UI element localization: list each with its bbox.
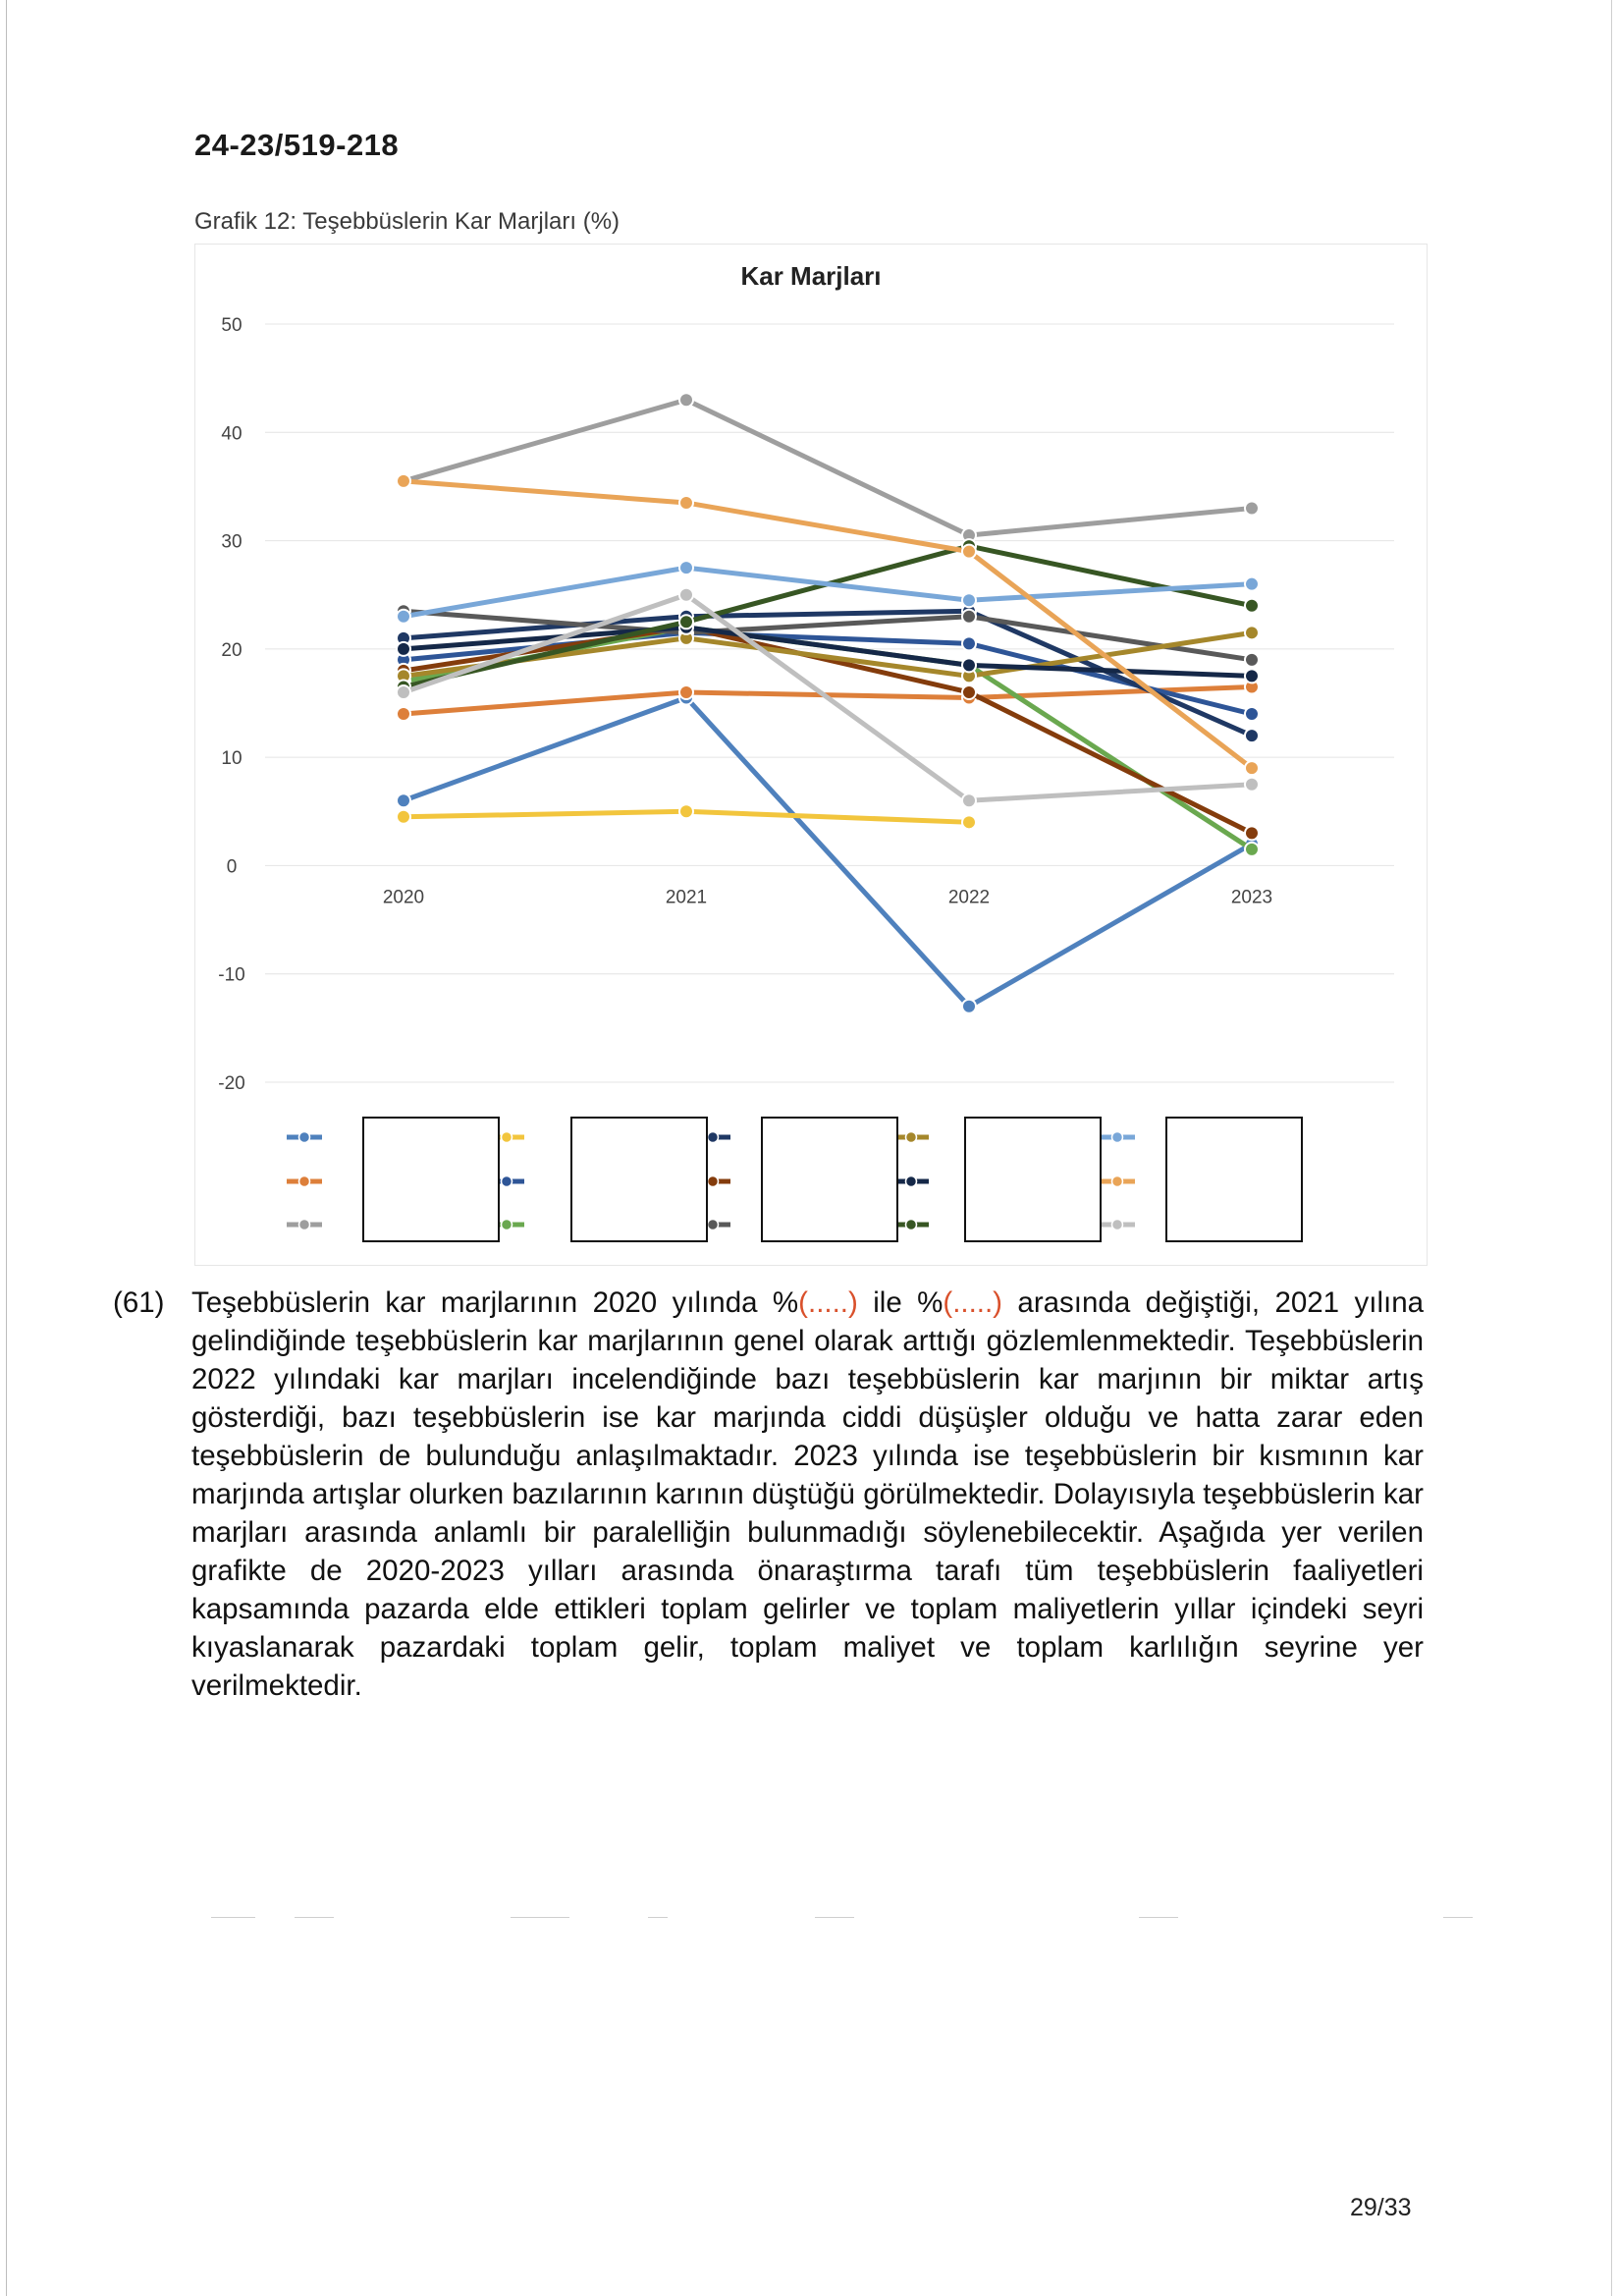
legend-marker	[299, 1220, 310, 1230]
data-point	[962, 658, 976, 672]
y-tick-label: 30	[221, 531, 243, 553]
data-point	[1245, 501, 1259, 515]
chart-frame	[195, 245, 1428, 1266]
footer-rule	[1139, 1917, 1178, 1918]
legend-marker	[502, 1220, 512, 1230]
y-tick-label: -10	[218, 964, 245, 986]
legend-marker	[299, 1132, 310, 1143]
legend-redaction-box	[762, 1118, 897, 1241]
y-tick-label: 40	[221, 423, 243, 445]
legend-marker	[502, 1132, 512, 1143]
paragraph-body	[191, 1284, 1424, 1705]
page-edge-right	[1611, 0, 1612, 2296]
data-point	[1245, 707, 1259, 721]
footer-rule	[815, 1917, 854, 1918]
y-tick-label: 0	[226, 856, 238, 878]
x-tick-label: 2022	[947, 887, 991, 908]
chart-title: Kar Marjları	[740, 261, 882, 291]
data-point	[1245, 577, 1259, 591]
data-point	[1245, 843, 1259, 856]
data-point	[962, 610, 976, 624]
legend-redaction-box	[571, 1118, 707, 1241]
data-point	[962, 545, 976, 559]
page-number: 29/33	[1350, 2194, 1412, 2221]
data-point	[1245, 761, 1259, 775]
y-tick-label: 50	[221, 315, 243, 336]
data-point	[397, 610, 410, 624]
y-tick-label: -20	[218, 1073, 245, 1094]
data-point	[1245, 599, 1259, 613]
page-edge-left	[6, 0, 7, 2296]
data-point	[679, 685, 693, 699]
data-point	[962, 1000, 976, 1013]
legend-redaction-box	[965, 1118, 1101, 1241]
legend-redaction-box	[1166, 1118, 1302, 1241]
redacted-max-value: (.....)	[943, 1286, 1003, 1319]
paragraph-text-between: ile %	[857, 1286, 944, 1319]
data-point	[397, 793, 410, 807]
data-point	[679, 496, 693, 510]
data-point	[1245, 626, 1259, 639]
paragraph-61	[113, 1284, 1425, 1705]
data-point	[962, 685, 976, 699]
footer-rule	[211, 1917, 255, 1918]
x-tick-label: 2023	[1230, 887, 1273, 908]
paragraph-text-start: Teşebbüslerin kar marjlarının 2020 yılında %	[191, 1286, 799, 1319]
data-point	[397, 642, 410, 656]
kar-marjlari-chart	[194, 244, 1428, 1271]
legend-marker	[502, 1176, 512, 1187]
data-point	[679, 615, 693, 629]
y-tick-label: 10	[221, 748, 243, 770]
data-point	[679, 804, 693, 818]
footer-rule	[295, 1917, 334, 1918]
x-tick-label: 2021	[665, 887, 708, 908]
data-point	[962, 815, 976, 829]
legend-marker	[299, 1176, 310, 1187]
y-tick-label: 20	[221, 639, 243, 661]
legend-marker	[708, 1176, 719, 1187]
footer-rule	[1443, 1917, 1473, 1918]
data-point	[962, 636, 976, 650]
footer-rule	[511, 1917, 569, 1918]
data-point	[679, 561, 693, 574]
data-point	[962, 593, 976, 607]
legend-marker	[1112, 1220, 1123, 1230]
chart-caption: Grafik 12: Teşebbüslerin Kar Marjları (%)	[194, 208, 620, 235]
data-point	[397, 474, 410, 488]
legend-marker	[906, 1132, 917, 1143]
data-point	[1245, 653, 1259, 667]
data-point	[679, 393, 693, 407]
data-point	[679, 588, 693, 602]
data-point	[397, 707, 410, 721]
legend-redaction-box	[363, 1118, 499, 1241]
legend-marker	[906, 1220, 917, 1230]
legend-marker	[708, 1220, 719, 1230]
data-point	[397, 810, 410, 824]
paragraph-number: (61)	[113, 1286, 165, 1319]
legend-marker	[708, 1132, 719, 1143]
data-point	[397, 685, 410, 699]
x-tick-label: 2020	[382, 887, 425, 908]
data-point	[962, 793, 976, 807]
document-id: 24-23/519-218	[194, 128, 400, 162]
redacted-min-value: (.....)	[798, 1286, 858, 1319]
data-point	[1245, 729, 1259, 742]
paragraph-text-rest: arasında değiştiği, 2021 yılına gelindiğinde teşebbüslerin kar marjlarının genel olarak arttığı gözlemlenmektedir. Teşebbüslerin 2022 yılındaki kar marjları incelendiğinde bazı teşebbüslerin kar marjının bir miktar artış gösterdiği, bazı teşebbüslerin ise kar marjında ciddi düşüşler olduğu ve hatta zarar eden teşebbüslerin de bulunduğu anlaşılmaktadır. 2023 yılında ise teşebbüslerin bir kısmının kar marjında artışlar olurken bazılarının karının düştüğü görülmektedir. Dolayısıyla teşebbüslerin kar marjları arasında anlamlı bir paralelliğin bulunmadığı söylenebilecektir. Aşağıda yer verilen grafikte de 2020-2023 yılları arasında önaraştırma tarafı tüm teşebbüslerin faaliyetleri kapsamında pazarda elde ettikleri toplam gelirler ve toplam maliyetlerin yıllar içindeki seyri kıyaslanarak pazardaki toplam gelir, toplam maliyet ve toplam karlılığın seyrine yer verilmektedir.	[191, 1286, 1425, 1702]
legend-marker	[906, 1176, 917, 1187]
footer-rule	[648, 1917, 668, 1918]
legend-marker	[1112, 1132, 1123, 1143]
legend-marker	[1112, 1176, 1123, 1187]
data-point	[1245, 778, 1259, 792]
data-point	[1245, 826, 1259, 840]
data-point	[1245, 669, 1259, 683]
